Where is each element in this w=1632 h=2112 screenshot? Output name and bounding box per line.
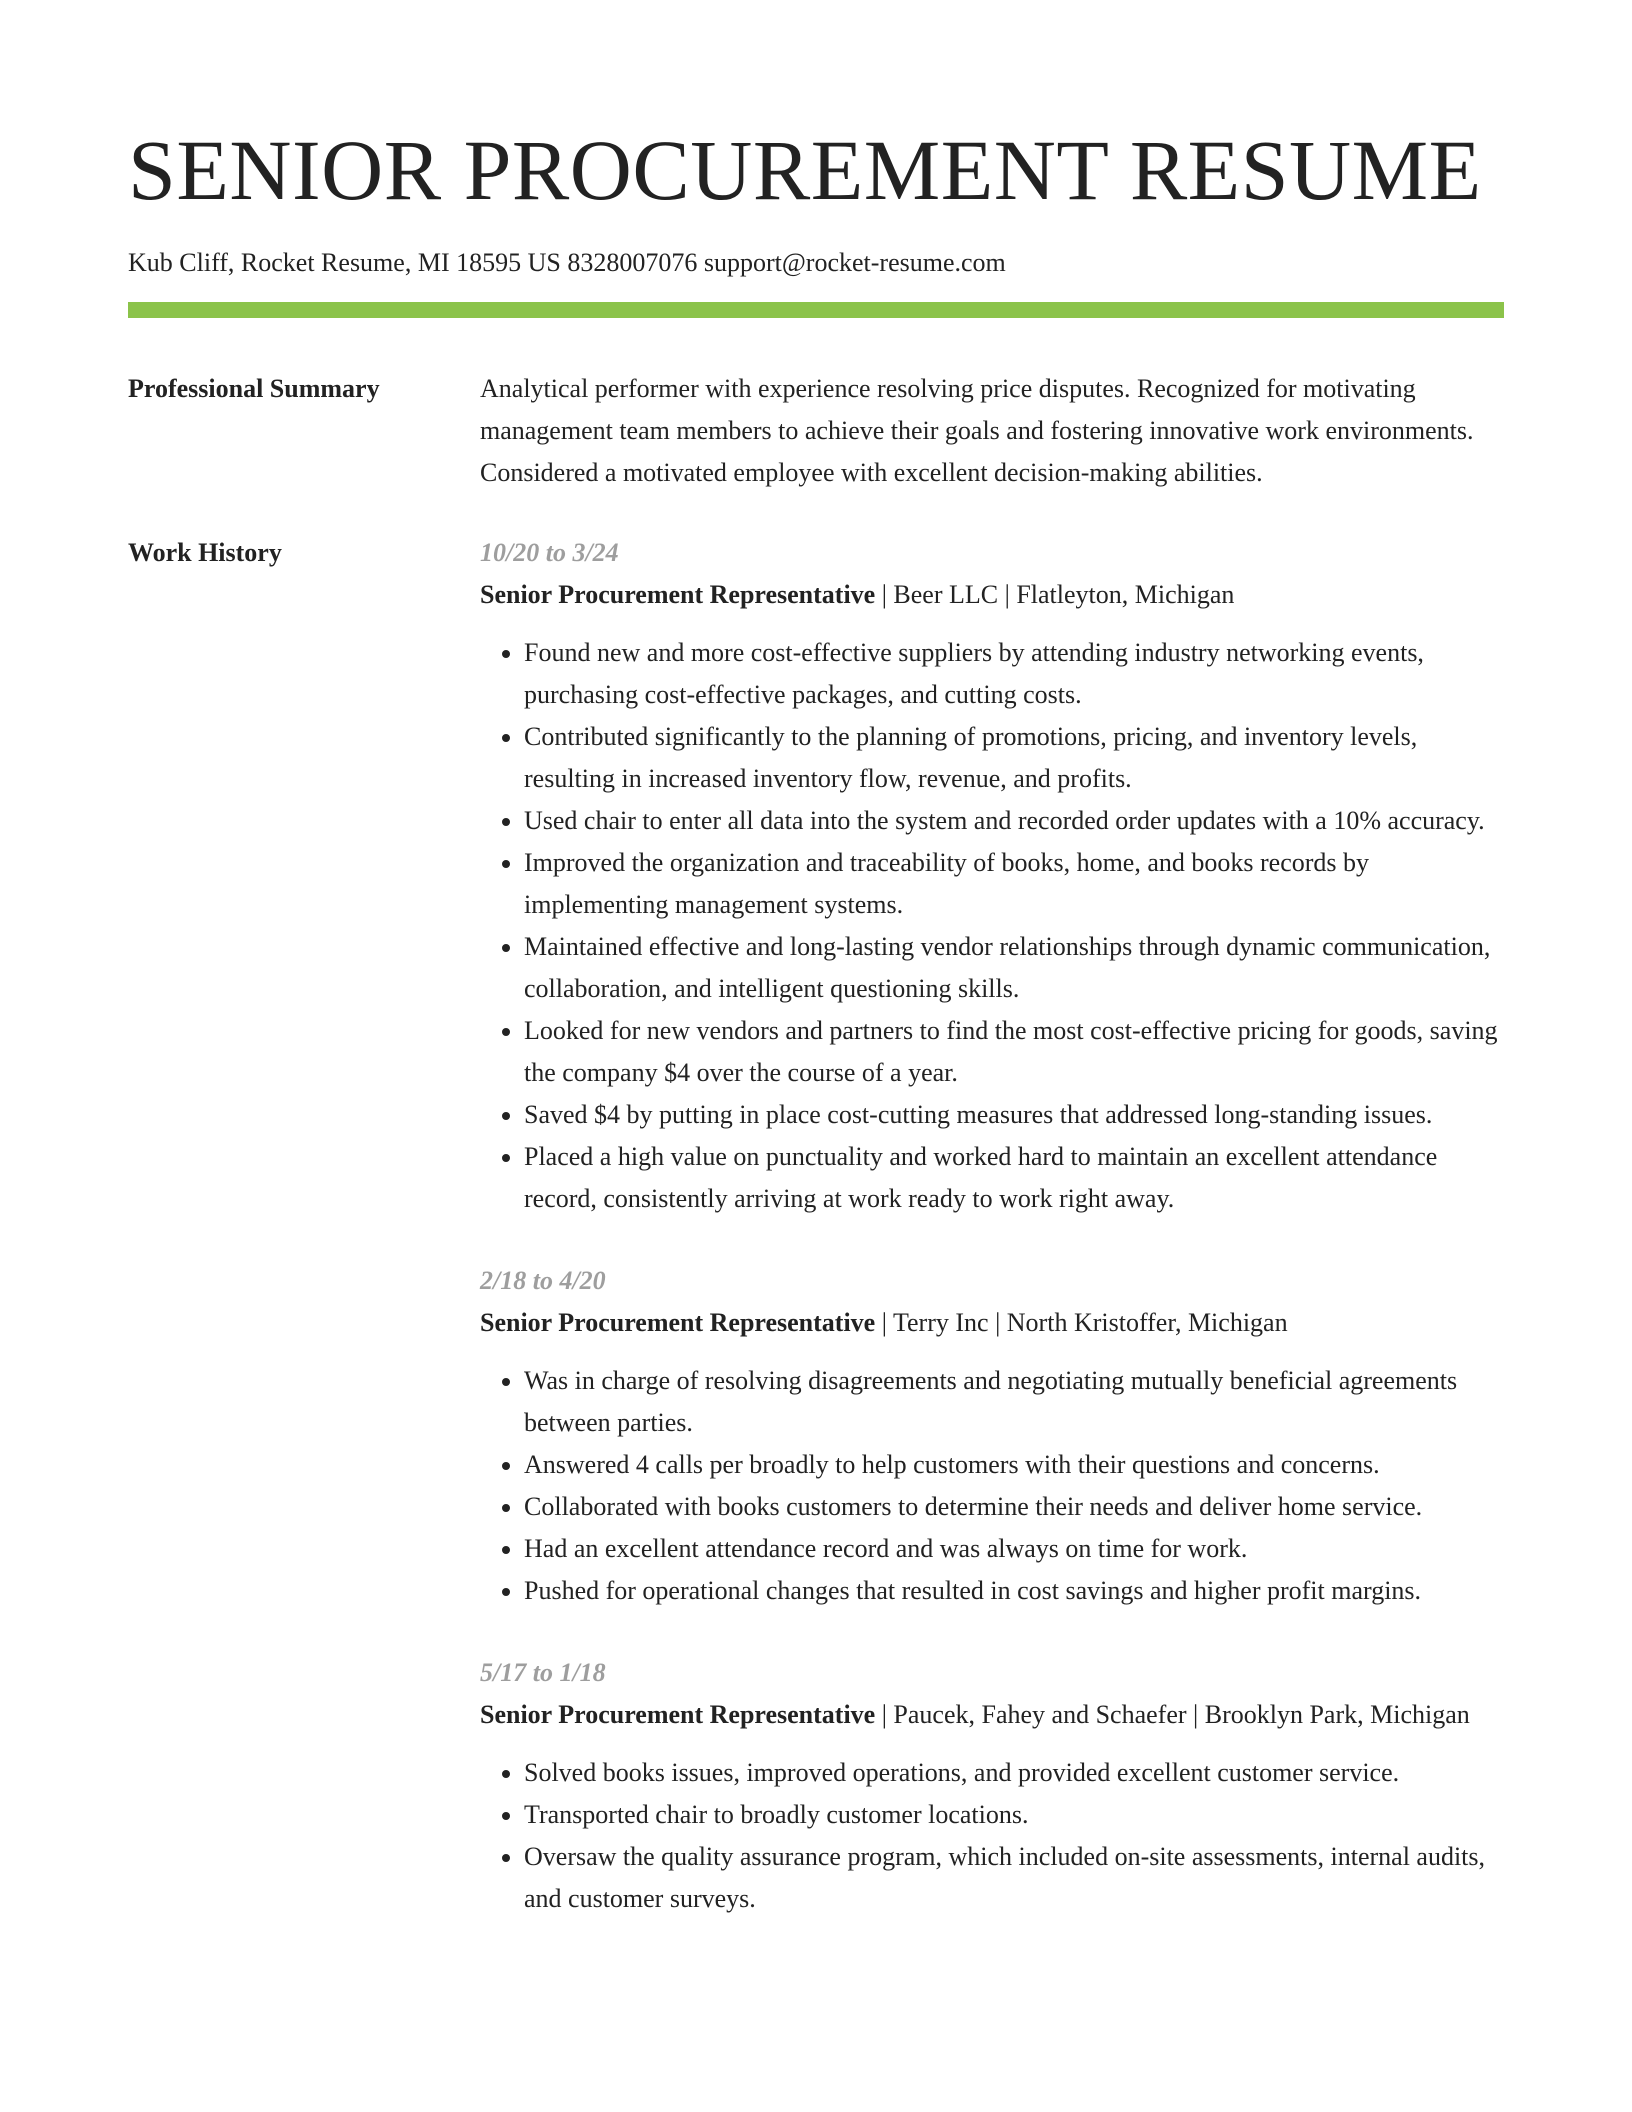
- contact-phone: 8328007076: [567, 248, 698, 277]
- job-bullet: • Saved $4 by putting in place cost-cutting measures that addressed long-standing issues.: [524, 1094, 1504, 1136]
- job-details: | Paucek, Fahey and Schaefer | Brooklyn Park, Michigan: [875, 1700, 1470, 1729]
- job-bullet: • Looked for new vendors and partners to find the most cost-effective pricing for goods, saving the company $4 over the course of a year.: [524, 1010, 1504, 1094]
- job-bullet: • Transported chair to broadly customer locations.: [524, 1794, 1504, 1836]
- job-bullet: • Solved books issues, improved operations, and provided excellent customer service.: [524, 1752, 1504, 1794]
- contact-address: Kub Cliff, Rocket Resume, MI 18595 US: [128, 248, 561, 277]
- job-bullets: [480, 1752, 1504, 1920]
- jobs-list: [480, 532, 1504, 1920]
- job-bullet: • Found new and more cost-effective suppliers by attending industry networking events, purchasing cost-effective packages, and cutting costs.: [524, 632, 1504, 716]
- job-role: Senior Procurement Representative: [480, 1700, 876, 1729]
- section-heading: Work History: [128, 538, 282, 567]
- job-bullets: [480, 632, 1504, 1220]
- job-dates: 2/18 to 4/20: [480, 1266, 606, 1295]
- job-bullets: [480, 1360, 1504, 1612]
- job-bullet: • Improved the organization and traceability of books, home, and books records by implementing management systems.: [524, 842, 1504, 926]
- contact-line: [128, 246, 1504, 280]
- resume-title: SENIOR PROCUREMENT RESUME: [128, 122, 1482, 218]
- job-dates: 5/17 to 1/18: [480, 1658, 606, 1687]
- resume-page: [128, 120, 1504, 1920]
- work-history-section: [128, 532, 1504, 1920]
- contact-email: support@rocket-resume.com: [703, 248, 1006, 277]
- header-divider: [128, 302, 1504, 318]
- job-bullet: • Answered 4 calls per broadly to help customers with their questions and concerns.: [524, 1444, 1504, 1486]
- job-entry: [480, 532, 1504, 1220]
- job-bullet: • Had an excellent attendance record and was always on time for work.: [524, 1528, 1504, 1570]
- job-header: [480, 1302, 1504, 1344]
- job-bullet: • Oversaw the quality assurance program, which included on-site assessments, internal audits, and customer surveys.: [524, 1836, 1504, 1920]
- job-bullet: • Was in charge of resolving disagreements and negotiating mutually beneficial agreements between parties.: [524, 1360, 1504, 1444]
- section-heading: Professional Summary: [128, 374, 380, 403]
- job-role: Senior Procurement Representative: [480, 580, 876, 609]
- job-details: | Terry Inc | North Kristoffer, Michigan: [875, 1308, 1288, 1337]
- job-header: [480, 574, 1504, 616]
- job-entry: [480, 1652, 1504, 1920]
- job-dates: 10/20 to 3/24: [480, 538, 619, 567]
- summary-text: Analytical performer with experience resolving price disputes. Recognized for motivating management team members to achieve their goals and fostering innovative work environments. Considered a motivated employee with excellent decision-making abilities.: [480, 374, 1474, 487]
- job-bullet: • Contributed significantly to the planning of promotions, pricing, and inventory levels, resulting in increased inventory flow, revenue, and profits.: [524, 716, 1504, 800]
- section-body: [480, 368, 1504, 494]
- job-header: [480, 1694, 1504, 1736]
- job-bullet: • Pushed for operational changes that resulted in cost savings and higher profit margins.: [524, 1570, 1504, 1612]
- job-entry: [480, 1260, 1504, 1612]
- job-bullet: • Placed a high value on punctuality and worked hard to maintain an excellent attendance record, consistently arriving at work ready to work right away.: [524, 1136, 1504, 1220]
- job-bullet: • Used chair to enter all data into the system and recorded order updates with a 10% accuracy.: [524, 800, 1504, 842]
- job-details: | Beer LLC | Flatleyton, Michigan: [875, 580, 1235, 609]
- job-bullet: • Collaborated with books customers to determine their needs and deliver home service.: [524, 1486, 1504, 1528]
- professional-summary-section: [128, 368, 1504, 494]
- job-role: Senior Procurement Representative: [480, 1308, 876, 1337]
- job-bullet: • Maintained effective and long-lasting vendor relationships through dynamic communication, collaboration, and intelligent questioning skills.: [524, 926, 1504, 1010]
